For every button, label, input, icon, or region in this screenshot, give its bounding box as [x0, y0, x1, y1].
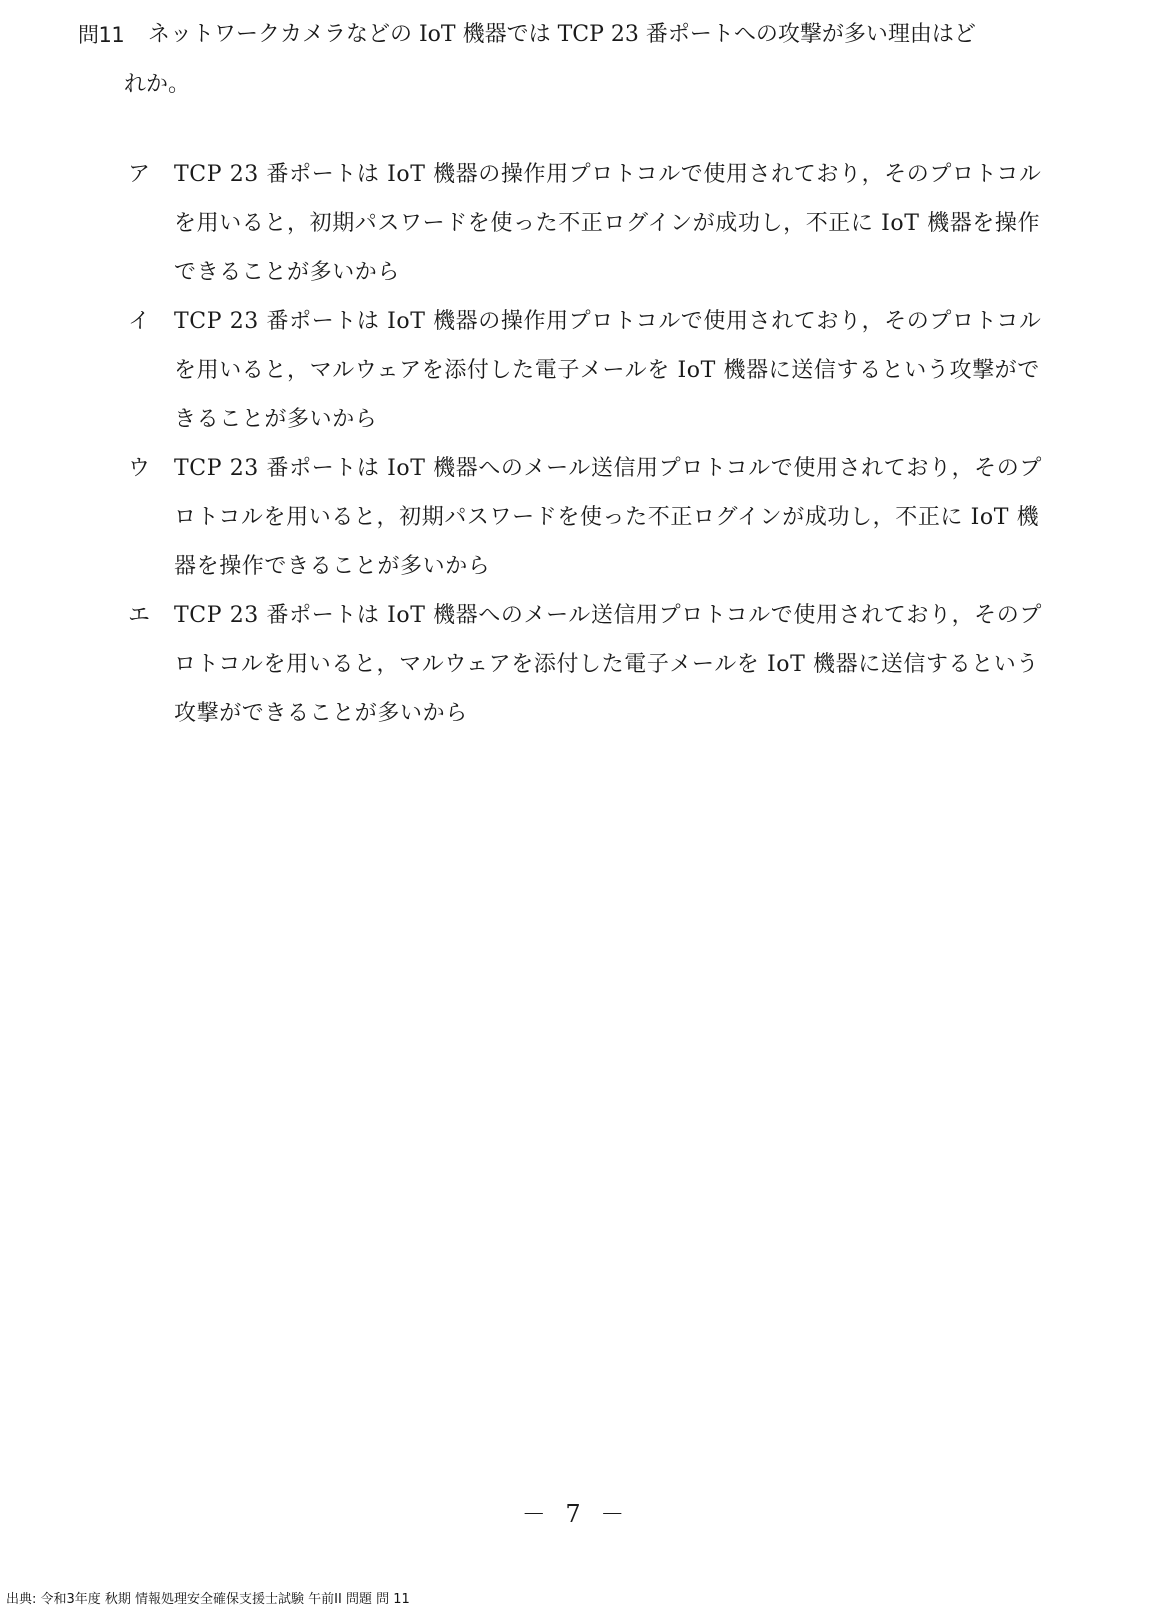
option-label: ウ	[128, 456, 151, 481]
question-text-line1: ネットワークカメラなどの IoT 機器では TCP 23 番ポートへの攻撃が多い理由はど	[148, 22, 976, 47]
option-text: TCP 23 番ポートは IoT 機器へのメール送信用プロトコルで使用されており，そのプロトコルを用いると，マルウェアを添付した電子メールを IoT 機器に送信するという攻撃ができることが多いから	[174, 603, 1042, 726]
option-i	[128, 297, 1058, 444]
page-number: － 7 －	[521, 1500, 631, 1528]
option-u	[128, 444, 1058, 591]
option-text: TCP 23 番ポートは IoT 機器の操作用プロトコルで使用されており，そのプロトコルを用いると，初期パスワードを使った不正ログインが成功し，不正に IoT 機器を操作できることが多いから	[174, 162, 1042, 285]
question	[78, 10, 1058, 110]
option-a	[128, 150, 1058, 297]
source-citation: 出典: 令和3年度 秋期 情報処理安全確保支援士試験 午前II 問題 問 11	[6, 1592, 410, 1607]
option-text: TCP 23 番ポートは IoT 機器の操作用プロトコルで使用されており，そのプロトコルを用いると，マルウェアを添付した電子メールを IoT 機器に送信するという攻撃ができることが多いから	[174, 309, 1042, 432]
option-label: ア	[128, 162, 151, 187]
question-number: 問11	[78, 23, 125, 47]
option-text: TCP 23 番ポートは IoT 機器へのメール送信用プロトコルで使用されており，そのプロトコルを用いると，初期パスワードを使った不正ログインが成功し，不正に IoT 機器を操作できることが多いから	[174, 456, 1042, 579]
option-label: イ	[128, 309, 151, 334]
option-label: エ	[128, 603, 151, 628]
option-e	[128, 591, 1058, 738]
answer-options	[128, 150, 1058, 738]
question-text-line2: れか。	[124, 72, 191, 97]
